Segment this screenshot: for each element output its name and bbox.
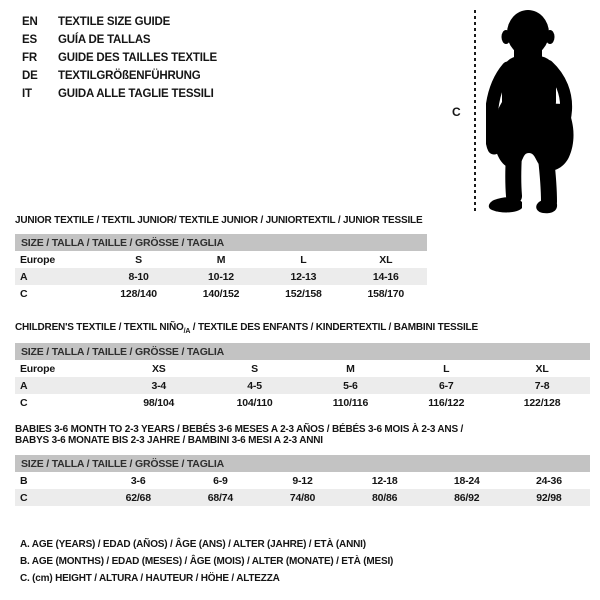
row-label: Europe (20, 362, 55, 375)
size-cell: 80/86 (371, 491, 398, 504)
table-row (15, 472, 590, 489)
size-cell: 24-36 (535, 474, 562, 487)
size-header-bar: SIZE / TALLA / TAILLE / GRÖSSE / TAGLIA (15, 234, 427, 251)
size-cell: 152/158 (285, 287, 322, 300)
size-cell: 14-16 (372, 270, 399, 283)
size-cell: 5-6 (343, 379, 358, 392)
legend-line-b: B. AGE (MONTHS) / EDAD (MESES) / ÂGE (MOIS) / ALTER (MONATE) / ETÀ (MESI) (20, 556, 394, 567)
language-row-de (22, 67, 217, 85)
size-header-row (15, 343, 590, 360)
junior-table-section (15, 215, 427, 302)
size-cell: 8-10 (128, 270, 149, 283)
size-cell: 110/116 (332, 396, 369, 409)
size-cell: L (443, 362, 450, 375)
language-label: GUIDA ALLE TAGLIE TESSILI (58, 88, 214, 100)
size-cell: 10-12 (208, 270, 234, 283)
language-row-it (22, 85, 217, 103)
size-cell: XL (535, 362, 549, 375)
language-code: FR (22, 52, 37, 64)
title-suffix: / TEXTILE DES ENFANTS / KINDERTEXTIL / BAMBINI TESSILE (190, 322, 478, 333)
size-cell: 128/140 (120, 287, 157, 300)
size-cell: 140/152 (202, 287, 240, 300)
size-cell: L (300, 253, 307, 266)
language-row-en (22, 13, 217, 31)
legend-line-a: A. AGE (YEARS) / EDAD (AÑOS) / ÂGE (ANS) / ALTER (JAHRE) / ETÀ (ANNI) (20, 539, 366, 550)
table-row (15, 489, 590, 506)
language-label: TEXTILGRÖßENFÜHRUNG (58, 70, 201, 82)
babies-table-section (15, 424, 590, 506)
size-cell: 6-7 (438, 379, 454, 392)
row-label: C (20, 491, 28, 504)
row-label: B (20, 474, 28, 487)
size-header-bar: SIZE / TALLA / TAILLE / GRÖSSE / TAGLIA (15, 343, 590, 360)
language-row-es (22, 31, 217, 49)
size-cell: 74/80 (289, 491, 316, 504)
language-code: DE (22, 70, 38, 82)
row-label: Europe (20, 253, 55, 266)
size-cell: 92/98 (536, 491, 562, 504)
children-table-section (15, 322, 590, 411)
size-header-bar: SIZE / TALLA / TAILLE / GRÖSSE / TAGLIA (15, 455, 590, 472)
language-label: TEXTILE SIZE GUIDE (58, 16, 171, 28)
children-size-table (15, 343, 590, 411)
size-cell: 3-4 (151, 379, 167, 392)
babies-table-title-line1: BABIES 3-6 MONTH TO 2-3 YEARS / BEBÉS 3-6 MESES A 2-3 AÑOS / BÉBÉS 3-6 MOIS À 2-3 ANS / (15, 424, 464, 435)
language-label: GUÍA DE TALLAS (58, 34, 151, 46)
table-row (15, 360, 590, 377)
size-cell: 86/92 (454, 491, 480, 504)
junior-table-title: JUNIOR TEXTILE / TEXTIL JUNIOR/ TEXTILE JUNIOR / JUNIORTEXTIL / JUNIOR TESSILE (15, 215, 423, 226)
size-cell: S (251, 362, 258, 375)
size-cell: 104/110 (236, 396, 273, 409)
size-cell: 9-12 (292, 474, 313, 487)
row-label: C (20, 396, 28, 409)
height-marker-label: C (452, 105, 461, 119)
language-code: EN (22, 16, 38, 28)
size-cell: S (135, 253, 142, 266)
row-label: A (20, 270, 28, 283)
height-dashed-line (474, 10, 476, 212)
size-cell: 3-6 (130, 474, 146, 487)
language-label: GUIDE DES TAILLES TEXTILE (58, 52, 217, 64)
size-cell: 18-24 (453, 474, 480, 487)
title-prefix: CHILDREN'S TEXTILE / TEXTIL NIÑO (15, 322, 184, 333)
table-row (15, 285, 427, 302)
children-table-title (15, 322, 590, 335)
table-row (15, 251, 427, 268)
baby-silhouette (486, 6, 594, 216)
language-row-fr (22, 49, 217, 67)
table-row (15, 394, 590, 411)
size-cell: 6-9 (213, 474, 228, 487)
size-cell: 62/68 (125, 491, 151, 504)
size-cell: 98/104 (143, 396, 175, 409)
legend-line-c: C. (cm) HEIGHT / ALTURA / HAUTEUR / HÖHE / ALTEZZA (20, 573, 280, 584)
language-list (22, 13, 217, 103)
size-cell: 116/122 (428, 396, 465, 409)
language-code: IT (22, 88, 32, 100)
size-cell: 158/170 (367, 287, 405, 300)
table-row (15, 268, 427, 285)
legend (20, 536, 393, 587)
row-label: C (20, 287, 28, 300)
size-cell: 12-18 (371, 474, 398, 487)
junior-size-table (15, 234, 427, 302)
table-row (15, 377, 590, 394)
row-label: A (20, 379, 28, 392)
size-cell: 122/128 (523, 396, 561, 409)
size-cell: XS (151, 362, 166, 375)
size-cell: 12-13 (290, 270, 317, 283)
size-cell: 68/74 (207, 491, 233, 504)
title-subscript: /A (183, 328, 191, 335)
babies-size-table (15, 455, 590, 506)
size-cell: M (216, 253, 226, 266)
babies-table-title-line2: BABYS 3-6 MONATE BIS 2-3 JAHRE / BAMBINI 3-6 MESI A 2-3 ANNI (15, 435, 323, 446)
language-code: ES (22, 34, 37, 46)
size-header-row (15, 455, 590, 472)
size-cell: M (346, 362, 355, 375)
size-cell: 4-5 (247, 379, 262, 392)
size-cell: XL (379, 253, 393, 266)
size-cell: 7-8 (534, 379, 550, 392)
size-header-row (15, 234, 427, 251)
